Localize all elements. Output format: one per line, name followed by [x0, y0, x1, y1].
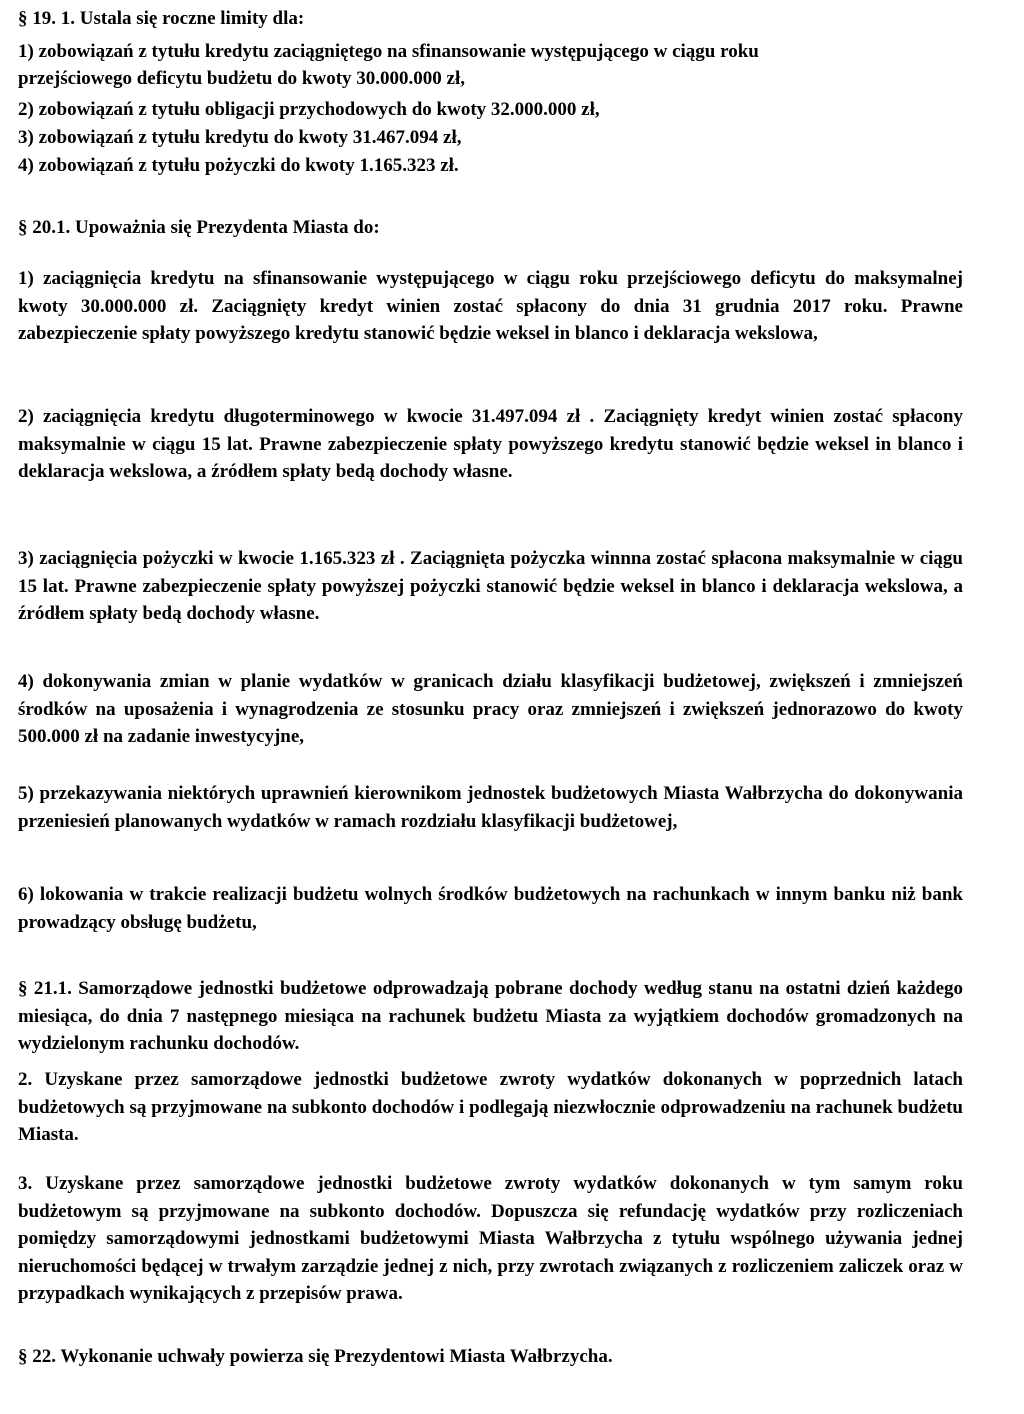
section-21-paragraph-3: 3. Uzyskane przez samorządowe jednostki budżetowe zwroty wydatków dokonanych w tym samym roku budżetowym są przyjmowane na subkonto dochodów. Dopuszcza się refundację wydatków przy rozliczeniach pomiędzy samorządowymi jednostkami budżetowymi Miasta Wałbrzycha z tytułu wspólnego używania jednej nieruchomości będącej w trwałym zarządzie jednej z nich, przy zwrotach związanych z rozliczeniem zaliczek oraz w przypadkach wynikających z przepisów prawa. [18, 1173, 963, 1304]
section-19-item-1-line-1: 1) zobowiązań z tytułu kredytu zaciągniętego na sfinansowanie występującego w ciągu roku [18, 41, 759, 62]
section-22: § 22. Wykonanie uchwały powierza się Prezydentowi Miasta Wałbrzycha. [18, 1346, 613, 1367]
section-20-item-3: 3) zaciągnięcia pożyczki w kwocie 1.165.323 zł . Zaciągnięta pożyczka winnna zostać spłacona maksymalnie w ciągu 15 lat. Prawne zabezpieczenie spłaty powyższej pożyczki stanowić będzie weksel in blanco i deklaracja wekslowa, a źródłem spłaty bedą dochody własne. [18, 548, 963, 624]
section-19-item-3: 3) zobowiązań z tytułu kredytu do kwoty 31.467.094 zł, [18, 127, 462, 148]
section-21-paragraph-1: § 21.1. Samorządowe jednostki budżetowe odprowadzają pobrane dochody według stanu na ostatni dzień każdego miesiąca, do dnia 7 następnego miesiąca na rachunek budżetu Miasta za wyjątkiem dochodów gromadzonych na wydzielonym rachunku dochodów. [18, 978, 963, 1054]
section-19-item-2: 2) zobowiązań z tytułu obligacji przychodowych do kwoty 32.000.000 zł, [18, 99, 600, 120]
section-20-item-6: 6) lokowania w trakcie realizacji budżetu wolnych środków budżetowych na rachunkach w innym banku niż bank prowadzący obsługę budżetu, [18, 884, 963, 933]
section-20-item-1: 1) zaciągnięcia kredytu na sfinansowanie występującego w ciągu roku przejściowego deficytu do maksymalnej kwoty 30.000.000 zł. Zaciągnięty kredyt winien zostać spłacony do dnia 31 grudnia 2017 roku. Prawne zabezpieczenie spłaty powyższego kredytu stanowić będzie weksel in blanco i deklaracja wekslowa, [18, 268, 963, 344]
section-20-heading: § 20.1. Upoważnia się Prezydenta Miasta do: [18, 217, 380, 238]
section-21-paragraph-2: 2. Uzyskane przez samorządowe jednostki budżetowe zwroty wydatków dokonanych w poprzednich latach budżetowych są przyjmowane na subkonto dochodów i podlegają niezwłocznie odprowadzeniu na rachunek budżetu Miasta. [18, 1069, 963, 1145]
section-19-item-1-line-2: przejściowego deficytu budżetu do kwoty 30.000.000 zł, [18, 68, 465, 89]
section-19-item-4: 4) zobowiązań z tytułu pożyczki do kwoty 1.165.323 zł. [18, 155, 459, 176]
section-19-heading: § 19. 1. Ustala się roczne limity dla: [18, 8, 305, 29]
section-20-item-5: 5) przekazywania niektórych uprawnień kierownikom jednostek budżetowych Miasta Wałbrzycha do dokonywania przeniesień planowanych wydatków w ramach rozdziału klasyfikacji budżetowej, [18, 783, 963, 832]
section-20-item-4: 4) dokonywania zmian w planie wydatków w granicach działu klasyfikacji budżetowej, zwiększeń i zmniejszeń środków na uposażenia i wynagrodzenia ze stosunku pracy oraz zmniejszeń i zwiększeń jednorazowo do kwoty 500.000 zł na zadanie inwestycyjne, [18, 671, 963, 747]
section-20-item-2: 2) zaciągnięcia kredytu długoterminowego w kwocie 31.497.094 zł . Zaciągnięty kredyt winien zostać spłacony maksymalnie w ciągu 15 lat. Prawne zabezpieczenie spłaty powyższego kredytu stanowić będzie weksel in blanco i deklaracja wekslowa, a źródłem spłaty bedą dochody własne. [18, 406, 963, 482]
